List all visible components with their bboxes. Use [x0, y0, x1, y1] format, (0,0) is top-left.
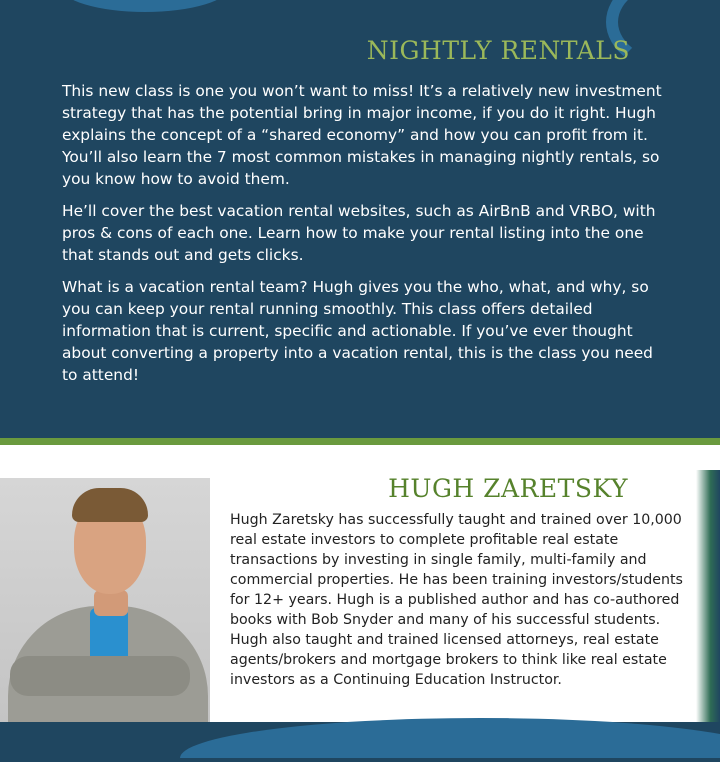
- speaker-name: HUGH ZARETSKY: [388, 474, 628, 503]
- photo-hair: [72, 488, 148, 522]
- speaker-photo: [0, 478, 210, 723]
- section-title-nightly-rentals: NIGHTLY RENTALS: [366, 36, 630, 65]
- description-paragraph: This new class is one you won’t want to miss! It’s a relatively new investment strategy that has the potential bring in major income, if you do it right. Hugh explains the concept of a “shared economy” and how you can profit from it. You’ll also learn the 7 most common mistakes in managing nightly rentals, so you know how to avoid them.: [62, 82, 662, 188]
- nightly-rentals-description: [62, 80, 662, 396]
- speaker-bio: Hugh Zaretsky has successfully taught and trained over 10,000 real estate investors to complete profitable real estate transactions by investing in single family, multi-family and commercial properties. He has been training investors/students for 12+ years. Hugh is a published author and has co-authored books with Bob Snyder and many of his successful students. Hugh also taught and trained licensed attorneys, real estate agents/brokers and mortgage brokers to think like real estate investors as a Continuing Education Instructor.: [230, 512, 683, 688]
- description-paragraph: He’ll cover the best vacation rental websites, such as AirBnB and VRBO, with pros & cons of each one. Learn how to make your rental listing into the one that stands out and gets clicks.: [62, 202, 656, 264]
- photo-crossed-arms: [10, 656, 190, 696]
- description-paragraph: What is a vacation rental team? Hugh gives you the who, what, and why, so you can keep your rental running smoothly. This class offers detailed information that is current, specific and actionable. If you’ve ever thought about converting a property into a vacation rental, this is the class you need to attend!: [62, 278, 653, 384]
- decorative-edge: [696, 470, 720, 730]
